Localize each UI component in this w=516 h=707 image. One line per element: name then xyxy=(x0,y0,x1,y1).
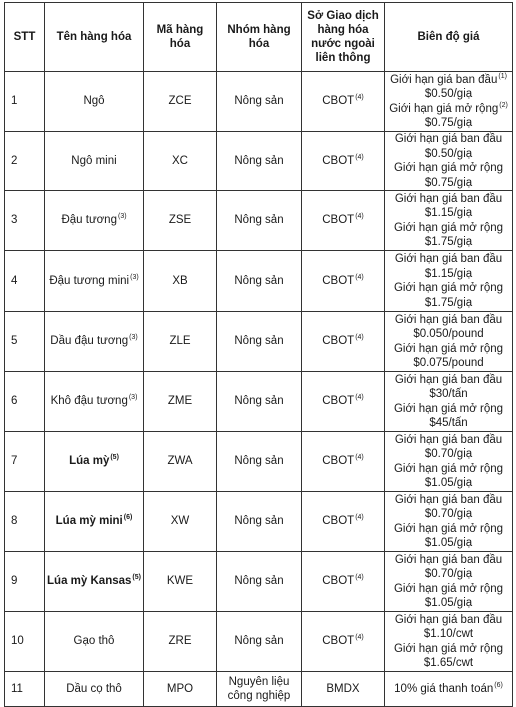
cell-price-limit xyxy=(385,432,513,492)
price-limit-line xyxy=(387,596,510,611)
cell-exchange xyxy=(302,72,385,132)
price-limit-text: $1.75/giạ xyxy=(424,236,473,248)
name-text: Ngô mini xyxy=(71,154,117,167)
exchange-footnote: (4) xyxy=(355,394,364,402)
cell-price-limit xyxy=(385,372,513,432)
cell-price-limit xyxy=(385,72,513,132)
exchange-text: CBOT xyxy=(322,515,355,528)
exchange-footnote: (4) xyxy=(355,273,364,281)
price-limit-text: Giới hạn giá mở rộng xyxy=(393,162,504,174)
price-limit-text: Giới hạn giá ban đầu xyxy=(394,553,503,566)
exchange-footnote: (4) xyxy=(355,94,364,102)
cell-stt: 10 xyxy=(5,612,45,672)
price-limit-line xyxy=(387,342,510,357)
name-text: Lúa mỳ mini xyxy=(55,515,123,528)
cell-code: ZCE xyxy=(144,72,217,132)
exchange-footnote: (4) xyxy=(355,454,364,462)
cell-price-limit xyxy=(385,492,513,552)
price-limit-text: Giới hạn giá ban đầu xyxy=(394,133,503,145)
name-footnote: (5) xyxy=(132,574,141,582)
cell-price-limit xyxy=(385,312,513,372)
table-row xyxy=(5,672,513,707)
cell-price-limit xyxy=(385,191,513,251)
price-limit-text: Giới hạn giá ban đầu xyxy=(394,613,503,626)
header-group: Nhóm hàng hóa xyxy=(217,3,302,72)
table-row xyxy=(5,552,513,612)
table-row xyxy=(5,72,513,132)
price-limit-line xyxy=(387,582,510,597)
cell-name xyxy=(45,72,144,132)
price-limit-text: Giới hạn giá mở rộng xyxy=(393,342,504,355)
price-limit-line xyxy=(387,387,510,402)
header-name: Tên hàng hóa xyxy=(45,3,144,72)
cell-group: Nguyên liệu công nghiệp xyxy=(217,672,302,707)
cell-stt: 3 xyxy=(5,191,45,251)
cell-name xyxy=(45,132,144,191)
header-stt: STT xyxy=(5,3,45,72)
cell-group: Nông sản xyxy=(217,492,302,552)
cell-stt: 6 xyxy=(5,372,45,432)
price-limit-line xyxy=(387,252,510,267)
cell-name xyxy=(45,312,144,372)
name-text: Khô đậu tương xyxy=(50,395,128,408)
table-row xyxy=(5,432,513,492)
name-text: Đậu tương mini xyxy=(49,274,130,287)
name-footnote: (3) xyxy=(130,273,139,281)
name-footnote: (3) xyxy=(129,334,138,342)
cell-name xyxy=(45,612,144,672)
price-limit-text: Giới hạn giá mở rộng xyxy=(393,282,504,294)
price-limit-text: Giới hạn giá mở rộng xyxy=(393,642,504,655)
price-limit-line xyxy=(387,373,510,388)
price-limit-line xyxy=(387,656,510,671)
price-limit-text: $1.65/cwt xyxy=(423,657,474,669)
cell-stt: 5 xyxy=(5,312,45,372)
cell-code: KWE xyxy=(144,552,217,612)
name-footnote: (5) xyxy=(110,454,119,462)
table-row xyxy=(5,612,513,672)
price-limit-footnote: (2) xyxy=(499,101,508,109)
price-limit-line xyxy=(387,296,510,311)
cell-exchange xyxy=(302,312,385,372)
price-limit-text: $45/tấn xyxy=(429,417,468,429)
name-footnote: (3) xyxy=(128,394,138,402)
price-limit-line xyxy=(387,87,510,102)
price-limit-text: $1.15/giạ xyxy=(424,207,473,219)
price-limit-text: $1.15/giạ xyxy=(424,267,473,280)
cell-code: XC xyxy=(144,132,217,191)
cell-group: Nông sản xyxy=(217,251,302,312)
name-text: Gạo thô xyxy=(73,635,115,648)
exchange-text: CBOT xyxy=(322,214,355,227)
cell-exchange xyxy=(302,492,385,552)
price-limit-line xyxy=(387,102,510,117)
cell-stt: 4 xyxy=(5,251,45,312)
exchange-text: CBOT xyxy=(322,274,355,287)
price-limit-text: $0.75/giạ xyxy=(424,117,473,129)
price-limit-text: $0.70/giạ xyxy=(424,508,473,520)
cell-group: Nông sản xyxy=(217,312,302,372)
cell-stt: 9 xyxy=(5,552,45,612)
exchange-text: CBOT xyxy=(322,395,355,408)
name-text: Lúa mỳ Kansas xyxy=(47,575,132,588)
name-text: Dầu cọ thô xyxy=(66,682,122,695)
exchange-footnote: (4) xyxy=(355,574,364,582)
cell-stt: 8 xyxy=(5,492,45,552)
price-limit-text: $1.05/giạ xyxy=(424,597,473,609)
price-limit-text: Giới hạn giá mở rộng xyxy=(393,221,504,234)
cell-exchange xyxy=(302,552,385,612)
exchange-footnote: (4) xyxy=(355,213,364,221)
cell-name xyxy=(45,552,144,612)
price-limit-text: $0.075/pound xyxy=(413,357,484,369)
exchange-text: CBOT xyxy=(322,635,355,648)
cell-exchange xyxy=(302,432,385,492)
name-footnote: (3) xyxy=(117,213,127,221)
cell-code: ZSE xyxy=(144,191,217,251)
cell-code: MPO xyxy=(144,672,217,707)
price-limit-line xyxy=(387,132,510,147)
price-limit-line xyxy=(387,416,510,431)
exchange-text: CBOT xyxy=(322,95,355,108)
cell-exchange xyxy=(302,132,385,191)
table-row xyxy=(5,492,513,552)
exchange-text: CBOT xyxy=(322,335,355,348)
cell-group: Nông sản xyxy=(217,132,302,191)
table-row xyxy=(5,312,513,372)
price-limit-text: Giới hạn giá ban đầu xyxy=(394,192,503,205)
cell-group: Nông sản xyxy=(217,372,302,432)
price-limit-line xyxy=(387,221,510,236)
price-limit-line xyxy=(387,682,510,697)
exchange-footnote: (4) xyxy=(355,514,364,522)
price-limit-text: $0.50/giạ xyxy=(424,147,473,160)
table-row xyxy=(5,132,513,191)
price-limit-line xyxy=(387,235,510,250)
price-limit-line xyxy=(387,327,510,342)
cell-exchange xyxy=(302,672,385,707)
price-limit-line xyxy=(387,206,510,221)
exchange-text: CBOT xyxy=(322,455,355,468)
exchange-footnote: (4) xyxy=(355,153,364,161)
cell-code: ZRE xyxy=(144,612,217,672)
cell-price-limit xyxy=(385,552,513,612)
cell-price-limit xyxy=(385,672,513,707)
cell-group: Nông sản xyxy=(217,432,302,492)
price-limit-text: Giới hạn giá mở rộng xyxy=(393,402,504,415)
exchange-footnote: (4) xyxy=(355,634,364,642)
name-text: Ngô xyxy=(83,95,105,108)
price-limit-text: Giới hạn giá ban đầu xyxy=(394,433,503,446)
price-limit-text: $0.050/pound xyxy=(413,328,484,340)
price-limit-line xyxy=(387,176,510,191)
price-limit-text: $30/tấn xyxy=(429,388,468,400)
cell-name xyxy=(45,191,144,251)
cell-price-limit xyxy=(385,612,513,672)
price-limit-line xyxy=(387,356,510,371)
cell-name xyxy=(45,492,144,552)
price-limit-line xyxy=(387,642,510,657)
header-price-limit: Biên độ giá xyxy=(385,3,513,72)
name-text: Lúa mỳ xyxy=(69,455,110,468)
price-limit-line xyxy=(387,281,510,296)
name-text: Đậu tương xyxy=(61,214,117,227)
cell-code: XW xyxy=(144,492,217,552)
price-limit-line xyxy=(387,73,510,88)
table-row xyxy=(5,251,513,312)
price-limit-text: 10% giá thanh toán xyxy=(394,682,494,695)
name-footnote: (6) xyxy=(123,514,133,522)
price-limit-line xyxy=(387,553,510,568)
cell-group: Nông sản xyxy=(217,191,302,251)
cell-code: XB xyxy=(144,251,217,312)
price-limit-line xyxy=(387,402,510,417)
table-row xyxy=(5,191,513,251)
commodity-price-limit-table xyxy=(4,2,513,707)
exchange-text: CBOT xyxy=(322,154,355,167)
price-limit-line xyxy=(387,267,510,282)
cell-price-limit xyxy=(385,251,513,312)
cell-code: ZLE xyxy=(144,312,217,372)
price-limit-line xyxy=(387,447,510,462)
price-limit-text: $1.75/giạ xyxy=(424,296,473,309)
price-limit-line xyxy=(387,433,510,448)
price-limit-line xyxy=(387,192,510,207)
cell-name xyxy=(45,372,144,432)
price-limit-text: Giới hạn giá ban đầu xyxy=(394,313,503,326)
table-body xyxy=(5,72,513,707)
price-limit-line xyxy=(387,462,510,477)
price-limit-text: Giới hạn giá ban đầu xyxy=(394,493,503,506)
cell-name xyxy=(45,432,144,492)
price-limit-footnote: (1) xyxy=(498,72,507,80)
cell-group: Nông sản xyxy=(217,612,302,672)
price-limit-text: $0.70/giạ xyxy=(424,448,473,460)
exchange-text: CBOT xyxy=(322,575,355,588)
price-limit-line xyxy=(387,507,510,522)
table-header-row xyxy=(5,3,513,72)
cell-name xyxy=(45,672,144,707)
price-limit-text: $1.05/giạ xyxy=(424,477,473,489)
price-limit-line xyxy=(387,493,510,508)
cell-group: Nông sản xyxy=(217,72,302,132)
price-limit-text: Giới hạn giá mở rộng xyxy=(393,582,504,595)
cell-stt: 2 xyxy=(5,132,45,191)
cell-price-limit xyxy=(385,132,513,191)
price-limit-line xyxy=(387,627,510,642)
price-limit-text: $0.50/giạ xyxy=(424,88,473,100)
cell-exchange xyxy=(302,612,385,672)
cell-code: ZME xyxy=(144,372,217,432)
exchange-text: BMDX xyxy=(326,682,360,695)
cell-code: ZWA xyxy=(144,432,217,492)
cell-exchange xyxy=(302,251,385,312)
cell-stt: 11 xyxy=(5,672,45,707)
cell-stt: 7 xyxy=(5,432,45,492)
price-limit-text: Giới hạn giá ban đầu xyxy=(394,253,503,265)
header-exchange: Sở Giao dịch hàng hóa nước ngoài liên thông xyxy=(302,3,385,72)
price-limit-line xyxy=(387,116,510,131)
price-limit-text: Giới hạn giá mở rộng xyxy=(389,102,499,115)
cell-name xyxy=(45,251,144,312)
price-limit-text: Giới hạn giá ban đầu xyxy=(390,73,498,86)
price-limit-text: $0.75/giạ xyxy=(424,176,473,189)
cell-exchange xyxy=(302,191,385,251)
price-limit-line xyxy=(387,536,510,551)
name-text: Dầu đậu tương xyxy=(50,335,129,348)
price-limit-text: Giới hạn giá mở rộng xyxy=(393,462,504,475)
price-limit-line xyxy=(387,313,510,328)
price-limit-text: $1.10/cwt xyxy=(423,628,474,640)
table-row xyxy=(5,372,513,432)
price-limit-text: $0.70/giạ xyxy=(424,568,473,580)
cell-exchange xyxy=(302,372,385,432)
price-limit-line xyxy=(387,522,510,537)
price-limit-text: $1.05/giạ xyxy=(424,537,473,549)
cell-stt: 1 xyxy=(5,72,45,132)
price-limit-line xyxy=(387,476,510,491)
header-code: Mã hàng hóa xyxy=(144,3,217,72)
price-limit-line xyxy=(387,613,510,628)
price-limit-line xyxy=(387,147,510,162)
price-limit-text: Giới hạn giá ban đầu xyxy=(394,373,503,386)
cell-group: Nông sản xyxy=(217,552,302,612)
price-limit-line xyxy=(387,567,510,582)
price-limit-line xyxy=(387,161,510,176)
price-limit-text: Giới hạn giá mở rộng xyxy=(393,522,504,535)
exchange-footnote: (4) xyxy=(355,334,364,342)
price-limit-footnote: (6) xyxy=(494,681,503,689)
